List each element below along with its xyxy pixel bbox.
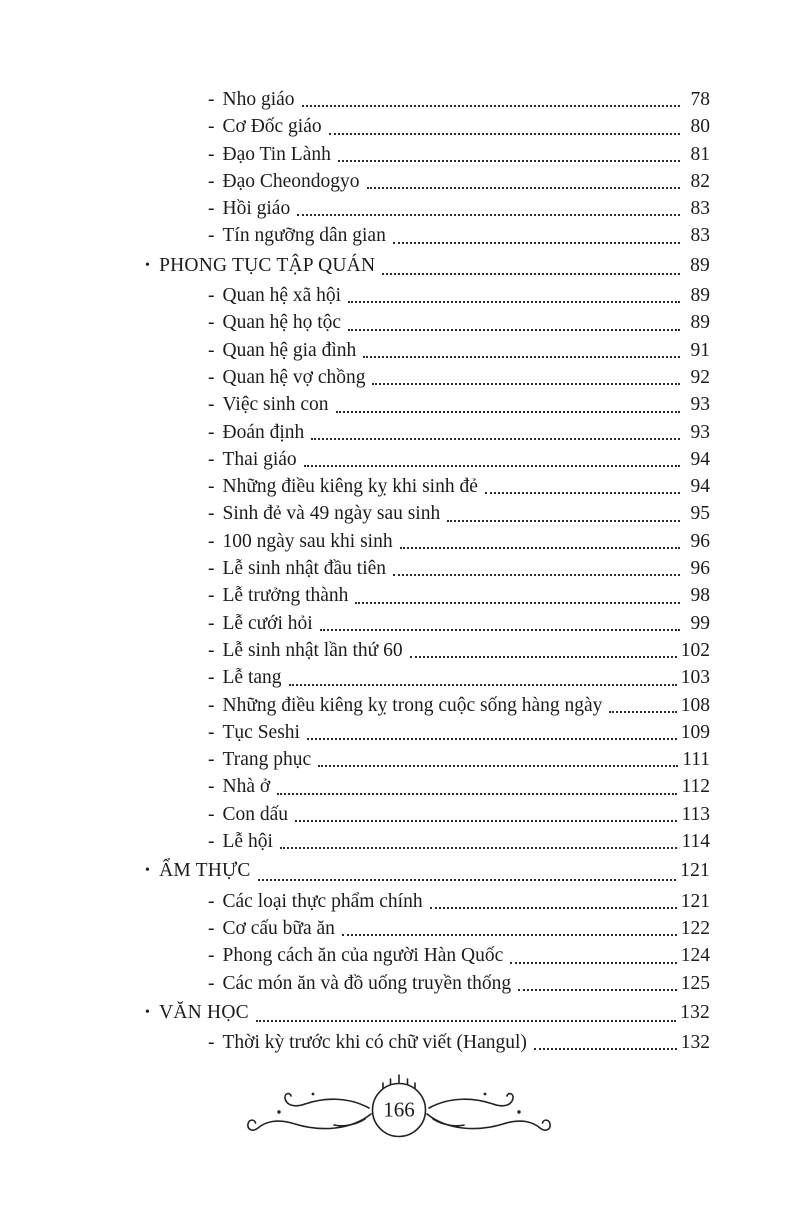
entry-prefix: - (208, 694, 215, 716)
toc-entry (145, 692, 710, 719)
toc-entry-page: 83 (690, 225, 710, 247)
toc-entry-label: Quan hệ họ tộc (222, 312, 342, 334)
entry-prefix: • (145, 257, 151, 273)
entry-prefix: - (208, 225, 215, 247)
dot-leader (277, 793, 677, 795)
dot-leader (304, 465, 680, 467)
toc-entry-page: 132 (680, 1032, 710, 1054)
page-number: 166 (383, 1097, 415, 1122)
toc-entry-label: Lễ sinh nhật lần thứ 60 (222, 639, 403, 661)
dot-leader (372, 383, 680, 385)
toc-entry-page: 80 (690, 116, 710, 138)
toc-entry-label: Các món ăn và đồ uống truyền thống (222, 972, 512, 994)
toc-entry (145, 610, 710, 637)
entry-prefix: - (208, 585, 215, 607)
toc-entry-label: Các loại thực phẩm chính (222, 890, 423, 912)
toc-entry (145, 391, 710, 418)
toc-entry (145, 942, 710, 969)
dot-leader (256, 1020, 676, 1022)
toc-entry (145, 195, 710, 222)
toc-entry-label: Sinh đẻ và 49 ngày sau sinh (222, 503, 441, 525)
toc-entry-page: 82 (690, 170, 710, 192)
entry-prefix: - (208, 143, 215, 165)
toc-entry (145, 252, 710, 281)
toc-entry-label: Cơ Đốc giáo (222, 116, 322, 138)
toc-entry-page: 96 (690, 558, 710, 580)
toc-entry-label: Lễ sinh nhật đầu tiên (222, 558, 387, 580)
toc-entry-page: 112 (681, 776, 710, 798)
dot-leader (336, 411, 680, 413)
toc-entry-label: Đạo Cheondogyo (222, 170, 360, 192)
toc-entry (145, 664, 710, 691)
toc-entry-label: Đoán định (222, 421, 305, 443)
toc-entry-page: 122 (680, 917, 710, 939)
toc-entry (145, 746, 710, 773)
toc-entry-page: 89 (690, 285, 710, 307)
toc-entry-page: 121 (680, 890, 710, 912)
entry-prefix: - (208, 312, 215, 334)
toc-entry (145, 801, 710, 828)
dot-leader (367, 187, 680, 189)
toc-entry (145, 582, 710, 609)
dot-leader (510, 962, 676, 964)
toc-entry (145, 773, 710, 800)
dot-leader (393, 242, 680, 244)
entry-prefix: - (208, 339, 215, 361)
dot-leader (289, 684, 677, 686)
dot-leader (320, 629, 680, 631)
toc-entry-page: 109 (680, 721, 710, 743)
toc-entry-label: Những điều kiêng kỵ trong cuộc sống hàng ngày (222, 694, 603, 716)
dot-leader (329, 133, 680, 135)
dot-leader (297, 214, 680, 216)
entry-prefix: - (208, 917, 215, 939)
toc-entry (145, 555, 710, 582)
entry-prefix: • (145, 1004, 151, 1020)
entry-prefix: - (208, 667, 215, 689)
toc-entry-page: 83 (690, 198, 710, 220)
toc-entry (145, 637, 710, 664)
toc-entry-page: 98 (690, 585, 710, 607)
footer-ornament (239, 1072, 559, 1152)
entry-prefix: - (208, 89, 215, 110)
toc-entry-label: VĂN HỌC (159, 1001, 249, 1023)
entry-prefix: - (208, 890, 215, 912)
toc-entry-page: 125 (680, 972, 710, 994)
dot-leader (518, 989, 677, 991)
entry-prefix: - (208, 776, 215, 798)
toc-entry (145, 500, 710, 527)
toc-entry (145, 1029, 710, 1056)
toc-entry-label: Nhà ở (222, 776, 271, 798)
dot-leader (342, 934, 677, 936)
dot-leader (280, 847, 678, 849)
toc-entry-label: ẨM THỰC (159, 860, 251, 882)
entry-prefix: - (208, 558, 215, 580)
entry-prefix: - (208, 972, 215, 994)
toc-entry-page: 114 (681, 831, 710, 853)
toc-entry-label: 100 ngày sau khi sinh (222, 530, 393, 552)
toc-entry-label: Quan hệ xã hội (222, 285, 342, 307)
toc-entry (145, 168, 710, 195)
toc-entry-label: Lễ hội (222, 831, 273, 853)
entry-prefix: - (208, 530, 215, 552)
dot-leader (258, 879, 677, 881)
toc-entry-label: Lễ trưởng thành (222, 585, 349, 607)
dot-leader (534, 1048, 677, 1050)
toc-entry-label: Quan hệ vợ chồng (222, 366, 366, 388)
toc-entry-page: 92 (690, 366, 710, 388)
entry-prefix: - (208, 721, 215, 743)
entry-prefix: - (208, 394, 215, 416)
entry-prefix: • (145, 863, 151, 879)
toc-entry-page: 132 (680, 1001, 710, 1023)
toc-entry (145, 857, 710, 886)
dot-leader (485, 492, 680, 494)
dot-leader (355, 602, 680, 604)
entry-prefix: - (208, 639, 215, 661)
toc-entry (145, 446, 710, 473)
toc-entry-page: 93 (690, 421, 710, 443)
entry-prefix: - (208, 1032, 215, 1054)
toc-entry (145, 222, 710, 249)
toc-entry-label: Thai giáo (222, 448, 297, 470)
dot-leader (295, 820, 677, 822)
dot-leader (311, 438, 680, 440)
toc-entry (145, 915, 710, 942)
toc-entry-label: Hồi giáo (222, 198, 291, 220)
toc-entry (145, 113, 710, 140)
toc-entry (145, 86, 710, 113)
entry-prefix: - (208, 803, 215, 825)
toc-entry-label: Quan hệ gia đình (222, 339, 357, 361)
dot-leader (393, 574, 680, 576)
toc-entry (145, 999, 710, 1028)
toc-entry-label: Cơ cấu bữa ăn (222, 917, 335, 939)
toc-entry (145, 364, 710, 391)
toc-entry-label: Tục Seshi (222, 721, 300, 743)
toc-entry-page: 89 (690, 254, 710, 276)
dot-leader (382, 273, 680, 275)
toc-entry-page: 94 (690, 476, 710, 498)
dot-leader (348, 301, 680, 303)
dot-leader (430, 907, 677, 909)
toc-entry-page: 96 (690, 530, 710, 552)
toc-entry-label: Việc sinh con (222, 394, 329, 416)
dot-leader (348, 329, 680, 331)
toc-entry-page: 81 (690, 143, 710, 165)
entry-prefix: - (208, 448, 215, 470)
dot-leader (400, 547, 680, 549)
entry-prefix: - (208, 503, 215, 525)
entry-prefix: - (208, 198, 215, 220)
toc-entry-label: Thời kỳ trước khi có chữ viết (Hangul) (222, 1032, 527, 1054)
entry-prefix: - (208, 285, 215, 307)
toc-entry (145, 309, 710, 336)
toc-entry-label: Những điều kiêng kỵ khi sinh đẻ (222, 476, 478, 498)
toc-entry-label: Tín ngưỡng dân gian (222, 225, 386, 247)
toc-entry-label: Lễ cưới hỏi (222, 612, 313, 634)
entry-prefix: - (208, 170, 215, 192)
entry-prefix: - (208, 421, 215, 443)
toc-entry (145, 282, 710, 309)
dot-leader (410, 656, 677, 658)
entry-prefix: - (208, 366, 215, 388)
toc-entry-page: 78 (690, 89, 710, 110)
toc-entry-page: 124 (680, 945, 710, 967)
table-of-contents (145, 86, 710, 1056)
toc-entry-page: 121 (680, 860, 710, 882)
entry-prefix: - (208, 612, 215, 634)
toc-entry (145, 473, 710, 500)
toc-entry-page: 102 (680, 639, 710, 661)
toc-entry (145, 419, 710, 446)
toc-entry-label: Trang phục (222, 749, 312, 771)
dot-leader (447, 520, 680, 522)
toc-entry-label: Lễ tang (222, 667, 282, 689)
entry-prefix: - (208, 831, 215, 853)
toc-entry-page: 99 (690, 612, 710, 634)
dot-leader (307, 738, 677, 740)
toc-entry-label: Con dấu (222, 803, 289, 825)
entry-prefix: - (208, 476, 215, 498)
dot-leader (609, 711, 676, 713)
toc-entry-page: 113 (681, 803, 710, 825)
toc-entry-page: 95 (690, 503, 710, 525)
toc-entry-page: 93 (690, 394, 710, 416)
dot-leader (302, 105, 680, 107)
toc-entry (145, 888, 710, 915)
toc-entry-label: Phong cách ăn của người Hàn Quốc (222, 945, 504, 967)
entry-prefix: - (208, 116, 215, 138)
dot-leader (363, 356, 680, 358)
toc-entry-page: 94 (690, 448, 710, 470)
toc-entry (145, 528, 710, 555)
toc-entry-page: 89 (690, 312, 710, 334)
toc-entry-page: 108 (680, 694, 710, 716)
toc-entry (145, 337, 710, 364)
toc-entry (145, 828, 710, 855)
toc-entry (145, 141, 710, 168)
toc-entry-label: PHONG TỤC TẬP QUÁN (159, 254, 376, 276)
toc-entry-label: Đạo Tin Lành (222, 143, 331, 165)
toc-entry-label: Nho giáo (222, 89, 295, 110)
toc-entry-page: 111 (682, 749, 710, 771)
entry-prefix: - (208, 945, 215, 967)
toc-entry (145, 970, 710, 997)
toc-entry-page: 91 (690, 339, 710, 361)
toc-entry-page: 103 (680, 667, 710, 689)
toc-entry (145, 719, 710, 746)
dot-leader (318, 765, 678, 767)
dot-leader (338, 160, 680, 162)
entry-prefix: - (208, 749, 215, 771)
